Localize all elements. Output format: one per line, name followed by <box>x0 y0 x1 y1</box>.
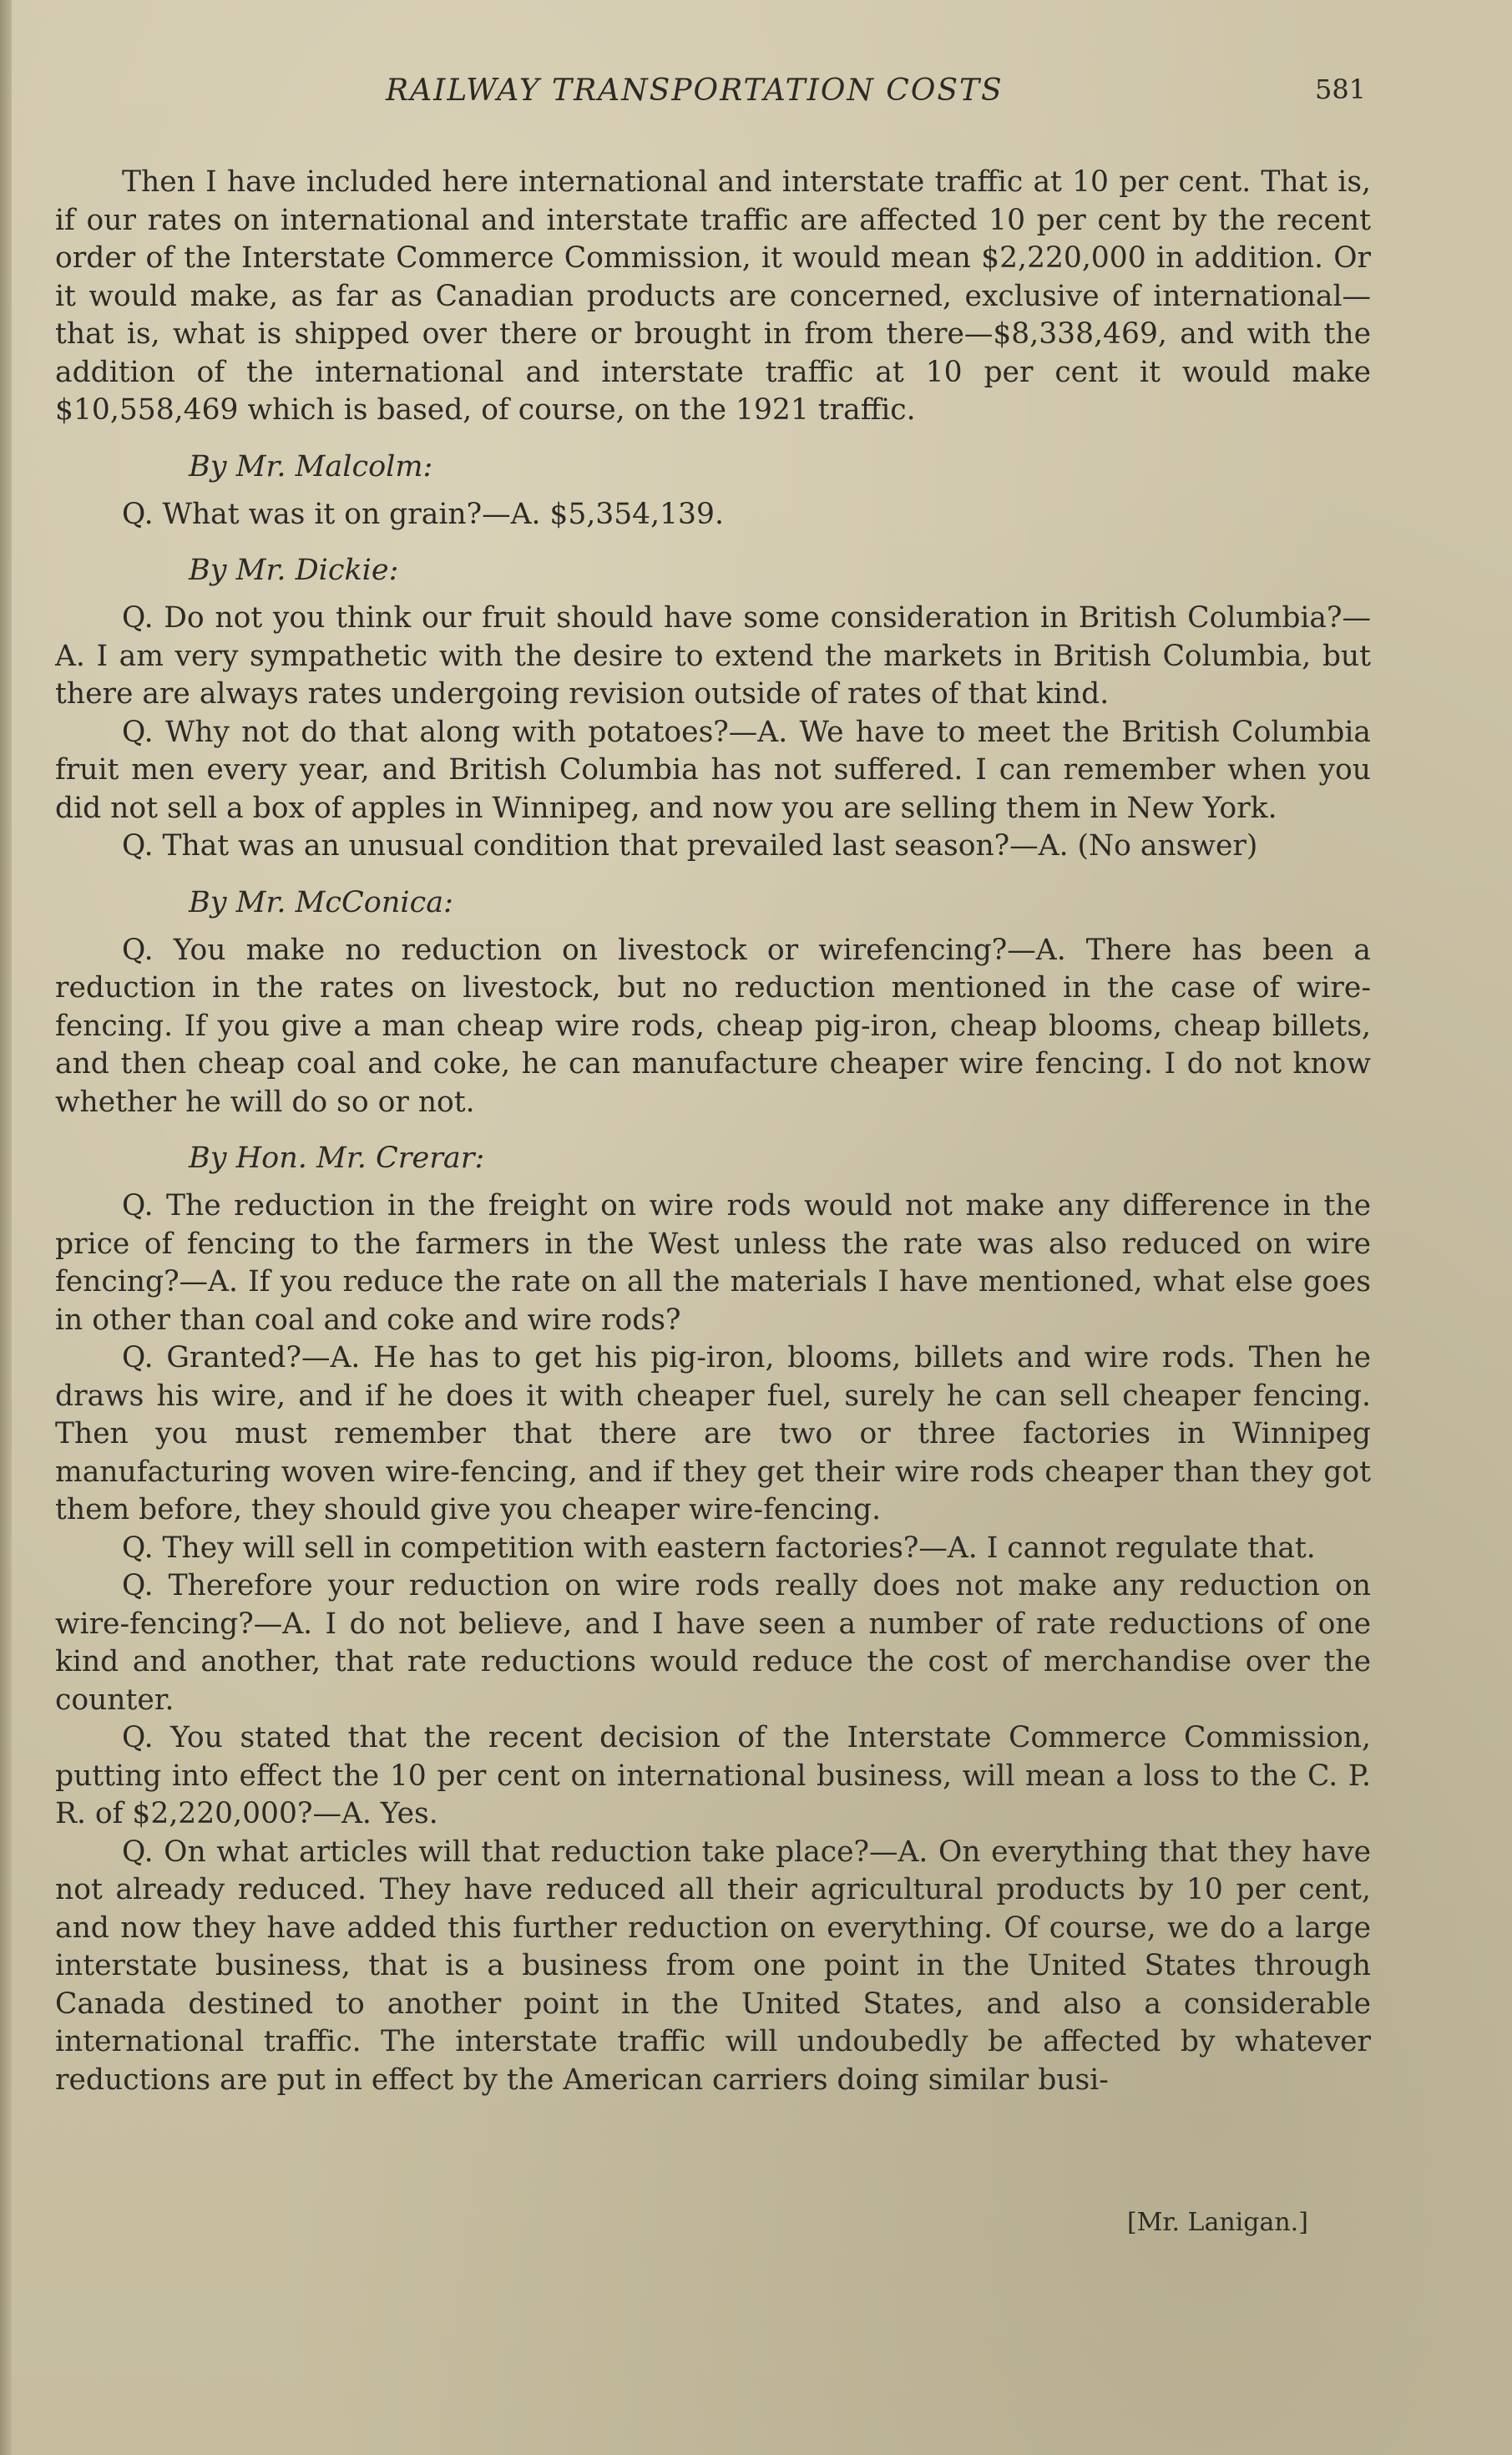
question-answer: Q. On what articles will that reduction take place?—A. On everything that they have not already reduced. They have reduced all their agricultural products by 10 per cent, and now they have added this further reduction on everything. Of course, we do a large interstate business, that is a business from one point in the United States through Canada destined to another point in the United States, and also a considerable international traffic. The interstate traffic will undoubedly be affected by whatever reductions are put in effect by the American carriers doing similar busi- <box>55 1835 1371 2097</box>
question-answer: Q. Granted?—A. He has to get his pig-iron, blooms, billets and wire rods. Then he draws his wire, and if he does it with cheaper fuel, surely he can sell cheaper fencing. Then you must remember that there are two or three factories in Winnipeg manufacturing woven wire-fencing, and if they get their wire rods cheaper than they got them before, they should give you cheaper wire-fencing. <box>55 1341 1371 1526</box>
question-answer: Q. What was it on grain?—A. $5,354,139. <box>122 497 724 531</box>
question-answer: Q. You make no reduction on livestock or wirefencing?—A. There has been a reduction in the rates on livestock, but no reduction mentioned in the case of wire-fencing. If you give a man cheap wire rods, cheap pig-iron, cheap blooms, cheap billets, and then cheap coal and coke, he can manufacture cheaper wire fencing. I do not know whether he will do so or not. <box>55 933 1371 1119</box>
page-body <box>55 164 1371 2099</box>
speaker-attribution: [Mr. Lanigan.] <box>1127 2208 1308 2237</box>
speaker-heading-crerar: By Hon. Mr. Crerar: <box>189 1141 485 1175</box>
paragraph-intro: Then I have included here international and interstate traffic at 10 per cent. That is, if our rates on international and interstate traffic are affected 10 per cent by the recent order of the Interstate Commerce Commission, it would mean $2,220,000 in addition. Or it would make, as far as Canadian products are concerned, exclusive of international—that is, what is shipped over there or brought in from there—$8,338,469, and with the addition of the international and interstate traffic at 10 per cent it would make $10,558,469 which is based, of course, on the 1921 traffic. <box>55 165 1371 427</box>
question-answer: Q. Why not do that along with potatoes?—A. We have to meet the British Columbia fruit men every year, and British Columbia has not suffered. I can remember when you did not sell a box of apples in Winnipeg, and now you are selling them in New York. <box>55 715 1371 825</box>
question-answer: Q. They will sell in competition with eastern factories?—A. I cannot regulate that. <box>122 1531 1316 1565</box>
page-binding-edge <box>0 0 12 2455</box>
page-number: 581 <box>1315 73 1367 105</box>
running-head: RAILWAY TRANSPORTATION COSTS <box>386 73 1004 108</box>
speaker-heading-mcconica: By Mr. McConica: <box>189 885 453 919</box>
speaker-heading-dickie: By Mr. Dickie: <box>189 554 399 587</box>
question-answer: Q. Therefore your reduction on wire rods really does not make any reduction on wire-fencing?—A. I do not believe, and I have seen a number of rate reductions of one kind and another, that rate reductions would reduce the cost of merchandise over the counter. <box>55 1569 1371 1717</box>
speaker-heading-malcolm: By Mr. Malcolm: <box>189 449 433 483</box>
page-header <box>0 73 1512 115</box>
question-answer: Q. The reduction in the freight on wire rods would not make any difference in the price of fencing to the farmers in the West unless the rate was also reduced on wire fencing?—A. If you reduce the rate on all the materials I have mentioned, what else goes in other than coal and coke and wire rods? <box>55 1189 1371 1337</box>
question-answer: Q. You stated that the recent decision of the Interstate Commerce Commission, putting into effect the 10 per cent on international business, will mean a loss to the C. P. R. of $2,220,000?—A. Yes. <box>55 1721 1371 1830</box>
question-answer: Q. That was an unusual condition that prevailed last season?—A. (No answer) <box>122 829 1258 863</box>
question-answer: Q. Do not you think our fruit should have some consideration in British Columbia?—A. I am very sympathetic with the desire to extend the markets in British Columbia, but there are always rates undergoing revision outside of rates of that kind. <box>55 601 1371 711</box>
